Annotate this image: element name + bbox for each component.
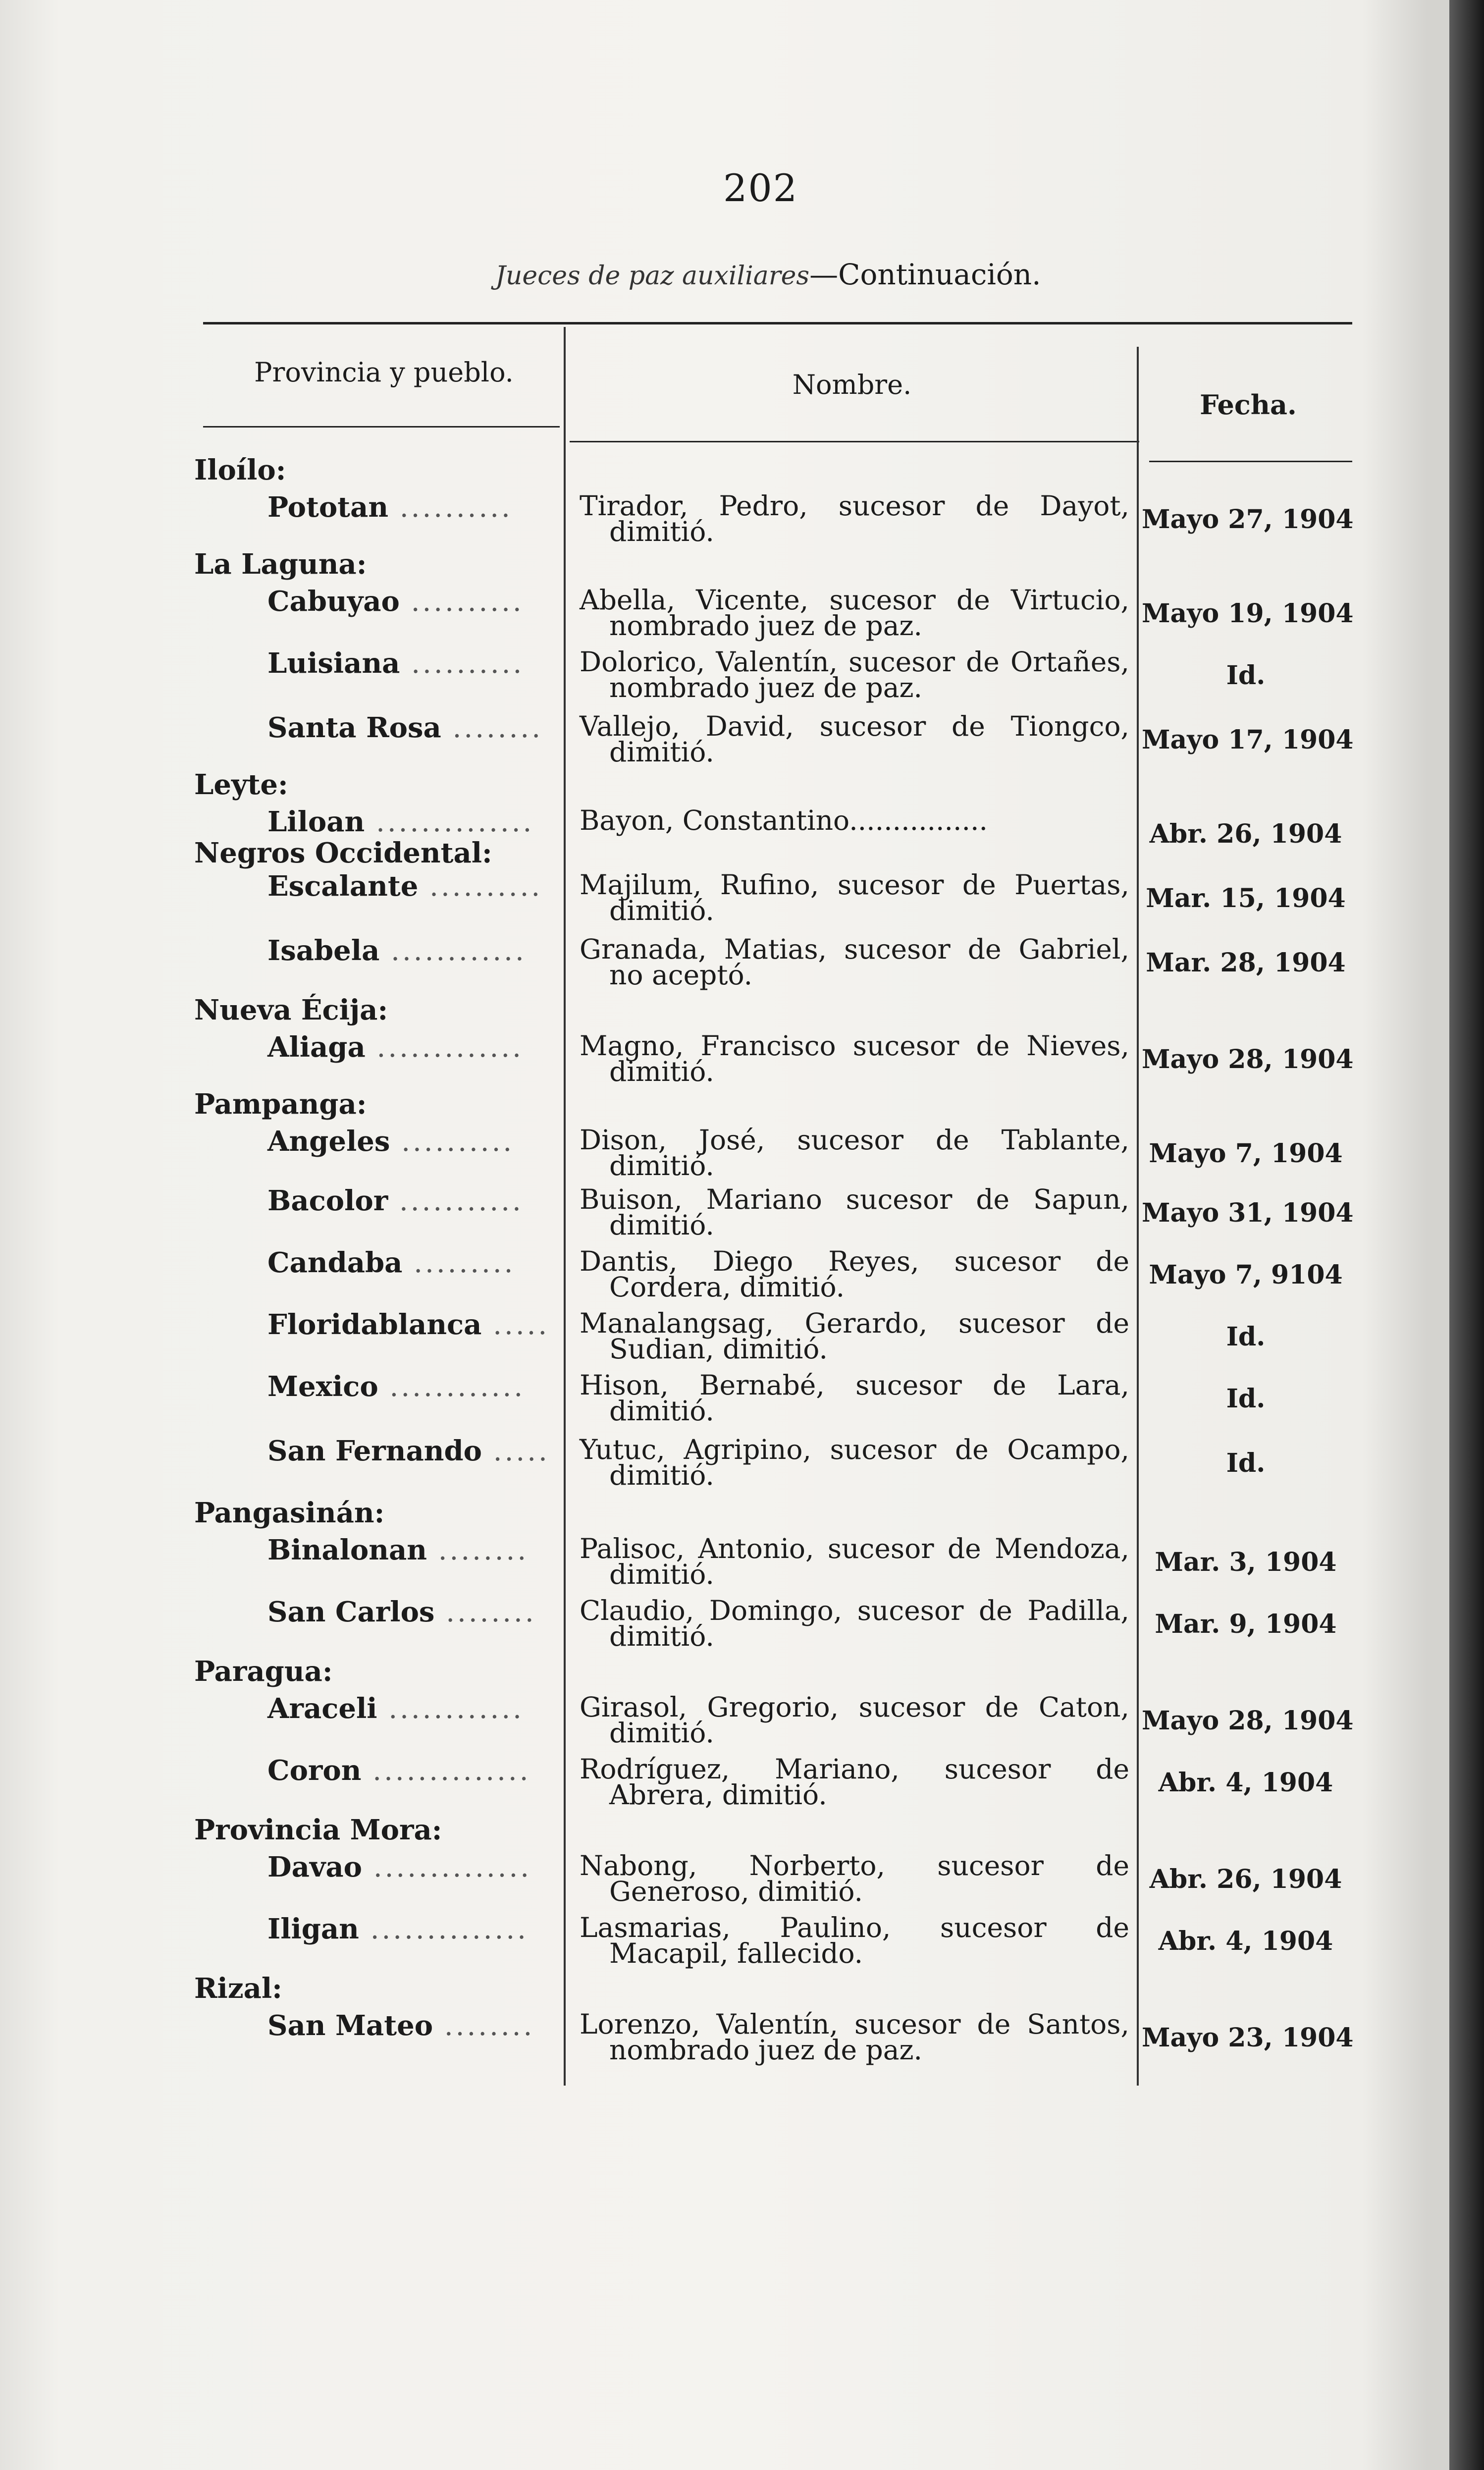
town-name: Escalante bbox=[267, 870, 419, 903]
leader-dots: ........ bbox=[426, 1534, 529, 1566]
name-cell: Nabong, Norberto, sucesor de Generoso, dimitió. bbox=[580, 1850, 1129, 1907]
column-divider-1 bbox=[564, 327, 566, 2086]
date-cell: Mayo 28, 1904 bbox=[1142, 1044, 1354, 1074]
date-cell: Abr. 26, 1904 bbox=[1149, 1864, 1342, 1894]
name-cell: Buison, Mariano sucesor de Sapun, dimitió. bbox=[580, 1183, 1129, 1241]
town-name: Bacolor bbox=[267, 1184, 388, 1217]
date-cell: Mar. 15, 1904 bbox=[1146, 883, 1346, 913]
header-bottom-rule-right bbox=[1149, 461, 1352, 462]
date-cell: Abr. 26, 1904 bbox=[1149, 819, 1342, 849]
province-heading: La Laguna: bbox=[194, 548, 367, 581]
date-cell: Mayo 17, 1904 bbox=[1142, 725, 1354, 755]
town-cell bbox=[267, 493, 513, 522]
town-cell bbox=[267, 1310, 549, 1340]
town-cell bbox=[267, 1033, 524, 1062]
town-cell bbox=[267, 713, 543, 743]
town-name: Angeles bbox=[267, 1125, 390, 1158]
heading-italic: Jueces de paz auxiliares bbox=[495, 261, 810, 291]
leader-dots: ............ bbox=[377, 1693, 524, 1725]
date-cell: Mayo 19, 1904 bbox=[1142, 598, 1354, 629]
leader-dots: ............ bbox=[379, 935, 527, 967]
leader-dots: .......... bbox=[388, 491, 513, 524]
leader-dots: ..... bbox=[482, 1435, 550, 1467]
town-name: Santa Rosa bbox=[267, 711, 441, 744]
date-cell: Id. bbox=[1226, 1384, 1266, 1414]
date-cell: Mayo 28, 1904 bbox=[1142, 1706, 1354, 1736]
name-cell: Majilum, Rufino, sucesor de Puertas, dimitió. bbox=[580, 869, 1129, 926]
town-cell bbox=[267, 1756, 531, 1785]
town-cell bbox=[267, 1915, 529, 1944]
date-cell: Id. bbox=[1226, 1322, 1266, 1352]
leader-dots: ........... bbox=[388, 1185, 524, 1217]
leader-dots: ............ bbox=[378, 1371, 526, 1403]
leader-dots: ........ bbox=[434, 1596, 536, 1628]
town-name: Floridablanca bbox=[267, 1308, 482, 1341]
town-name: Liloan bbox=[267, 805, 365, 838]
town-cell bbox=[267, 649, 524, 678]
town-name: Araceli bbox=[267, 1692, 377, 1725]
name-cell: Dison, José, sucesor de Tablante, dimitió. bbox=[580, 1124, 1129, 1181]
date-cell: Abr. 4, 1904 bbox=[1158, 1768, 1333, 1798]
leader-dots: ......... bbox=[402, 1247, 516, 1279]
name-cell: Dolorico, Valentín, sucesor de Ortañes, nombrado juez de paz. bbox=[580, 646, 1129, 703]
date-cell: Mayo 27, 1904 bbox=[1142, 504, 1354, 535]
town-name: Iligan bbox=[267, 1913, 359, 1945]
name-cell: Abella, Vicente, sucesor de Virtucio, nombrado juez de paz. bbox=[580, 584, 1129, 642]
date-cell: Mayo 23, 1904 bbox=[1142, 2023, 1354, 2053]
leader-dots: .......... bbox=[399, 586, 524, 618]
column-divider-2 bbox=[1137, 347, 1139, 2086]
town-name: Pototan bbox=[267, 491, 389, 524]
leader-dots: ..... bbox=[481, 1309, 550, 1341]
date-cell: Id. bbox=[1226, 1448, 1266, 1478]
date-cell: Mar. 9, 1904 bbox=[1155, 1609, 1337, 1639]
town-cell bbox=[267, 872, 542, 901]
date-cell: Mayo 7, 9104 bbox=[1149, 1260, 1343, 1290]
name-cell: Yutuc, Agripino, sucesor de Ocampo, dimitió. bbox=[580, 1434, 1129, 1491]
date-cell: Mar. 3, 1904 bbox=[1155, 1547, 1337, 1577]
leader-dots: .............. bbox=[365, 806, 534, 838]
table-heading bbox=[495, 258, 1090, 291]
leader-dots: .......... bbox=[390, 1126, 515, 1158]
name-cell: Lorenzo, Valentín, sucesor de Santos, nombrado juez de paz. bbox=[580, 2008, 1129, 2066]
name-cell: Rodríguez, Mariano, sucesor de Abrera, dimitió. bbox=[580, 1753, 1129, 1811]
header-bottom-rule-mid bbox=[570, 441, 1139, 442]
town-name: Mexico bbox=[267, 1370, 378, 1403]
date-cell: Id. bbox=[1226, 660, 1266, 691]
column-header-province: Provincia y pueblo. bbox=[254, 357, 514, 388]
name-cell: Dantis, Diego Reyes, sucesor de Cordera, dimitió. bbox=[580, 1245, 1129, 1303]
date-cell: Mar. 28, 1904 bbox=[1146, 948, 1346, 978]
province-heading: Leyte: bbox=[194, 768, 288, 801]
town-name: San Mateo bbox=[267, 2009, 433, 2042]
name-cell: Tirador, Pedro, sucesor de Dayot, dimitió. bbox=[580, 490, 1129, 547]
town-name: Aliaga bbox=[267, 1031, 366, 1064]
name-cell: Lasmarias, Paulino, sucesor de Macapil, fallecido. bbox=[580, 1912, 1129, 1969]
town-name: Isabela bbox=[267, 934, 380, 967]
table-top-rule bbox=[203, 322, 1352, 324]
name-cell: Vallejo, David, sucesor de Tiongco, dimitió. bbox=[580, 710, 1129, 768]
name-cell: Girasol, Gregorio, sucesor de Caton, dimitió. bbox=[580, 1691, 1129, 1749]
province-heading: Rizal: bbox=[194, 1972, 282, 2005]
date-cell: Mayo 7, 1904 bbox=[1149, 1138, 1343, 1169]
town-name: San Carlos bbox=[267, 1596, 435, 1628]
name-cell: Bayon, Constantino................ bbox=[580, 805, 988, 836]
town-cell bbox=[267, 1437, 550, 1466]
town-cell bbox=[267, 1186, 524, 1216]
town-name: San Fernando bbox=[267, 1435, 482, 1467]
town-name: Davao bbox=[267, 1851, 363, 1883]
town-name: Binalonan bbox=[267, 1534, 427, 1566]
town-cell bbox=[267, 807, 534, 837]
column-header-date: Fecha. bbox=[1200, 389, 1297, 421]
name-cell: Palisoc, Antonio, sucesor de Mendoza, dimitió. bbox=[580, 1533, 1129, 1590]
leader-dots: ........ bbox=[441, 712, 543, 744]
leader-dots: .......... bbox=[400, 647, 525, 680]
name-cell: Hison, Bernabé, sucesor de Lara, dimitió. bbox=[580, 1369, 1129, 1427]
leader-dots: .............. bbox=[359, 1913, 529, 1945]
leader-dots: .......... bbox=[418, 870, 543, 903]
name-cell: Manalangsag, Gerardo, sucesor de Sudian, dimitió. bbox=[580, 1307, 1129, 1365]
date-cell: Mayo 31, 1904 bbox=[1142, 1198, 1354, 1228]
province-heading: Negros Occidental: bbox=[194, 837, 492, 869]
province-heading: Nueva Écija: bbox=[194, 994, 388, 1026]
province-heading: Paragua: bbox=[194, 1655, 333, 1688]
name-cell: Granada, Matias, sucesor de Gabriel, no aceptó. bbox=[580, 933, 1129, 991]
town-cell bbox=[267, 1853, 531, 1882]
town-cell bbox=[267, 1127, 514, 1156]
town-cell bbox=[267, 2011, 534, 2040]
leader-dots: ............. bbox=[365, 1031, 524, 1064]
town-name: Coron bbox=[267, 1754, 362, 1787]
leader-dots: ........ bbox=[433, 2010, 535, 2042]
province-heading: Pangasinán: bbox=[194, 1497, 385, 1529]
town-name: Candaba bbox=[267, 1246, 403, 1279]
province-heading: Pampanga: bbox=[194, 1088, 367, 1121]
page-number: 202 bbox=[723, 166, 798, 210]
town-cell bbox=[267, 1536, 529, 1565]
date-cell: Abr. 4, 1904 bbox=[1158, 1926, 1333, 1956]
heading-rest: —Continuación. bbox=[809, 258, 1041, 291]
province-heading: Provincia Mora: bbox=[194, 1814, 442, 1846]
town-cell bbox=[267, 1694, 524, 1723]
leader-dots: .............. bbox=[361, 1755, 531, 1787]
town-cell bbox=[267, 587, 524, 616]
town-cell bbox=[267, 936, 527, 966]
town-name: Cabuyao bbox=[267, 585, 400, 618]
town-cell bbox=[267, 1248, 515, 1278]
name-cell: Magno, Francisco sucesor de Nieves, dimitió. bbox=[580, 1030, 1129, 1087]
leader-dots: .............. bbox=[362, 1851, 532, 1883]
town-cell bbox=[267, 1372, 525, 1401]
province-heading: Iloílo: bbox=[194, 454, 286, 486]
scan-dark-edge bbox=[1449, 0, 1484, 2470]
header-bottom-rule-left bbox=[203, 426, 560, 428]
name-cell: Claudio, Domingo, sucesor de Padilla, dimitió. bbox=[580, 1595, 1129, 1652]
column-header-name: Nombre. bbox=[792, 369, 912, 400]
town-name: Luisiana bbox=[267, 647, 400, 680]
town-cell bbox=[267, 1598, 536, 1627]
